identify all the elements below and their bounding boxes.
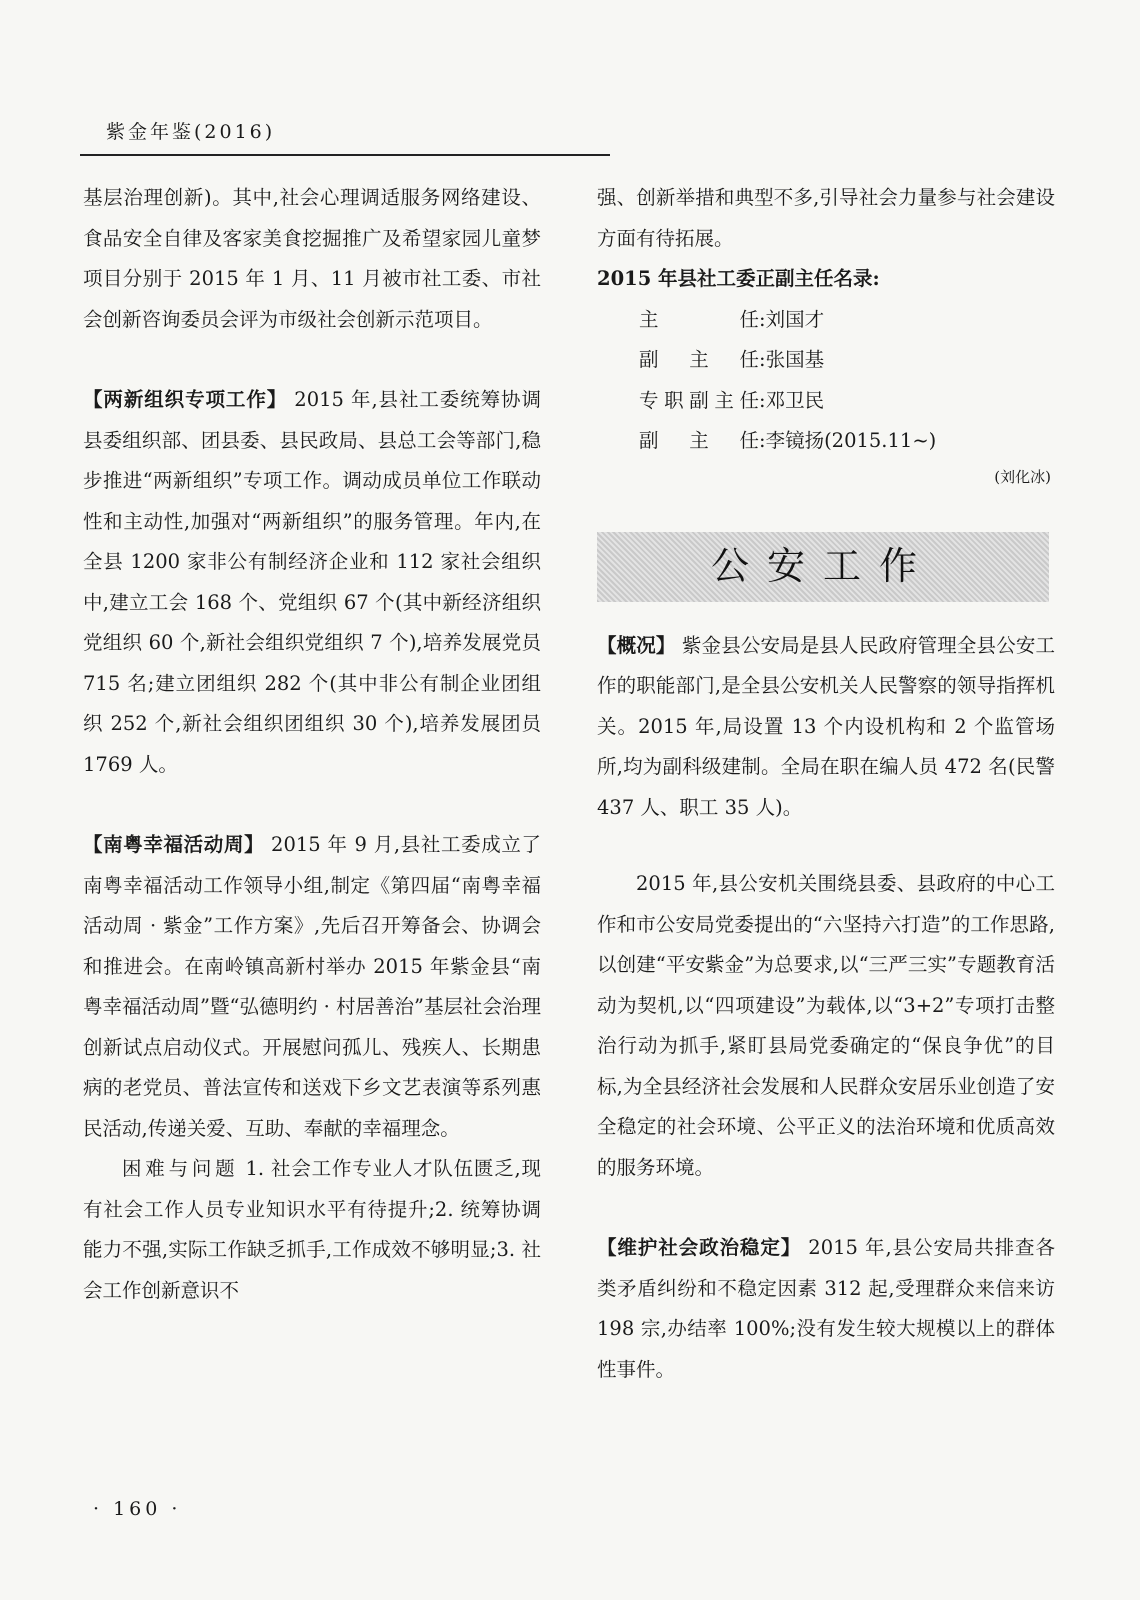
section-title: 【两新组织专项工作】 <box>83 388 288 411</box>
page-number: · 160 · <box>93 1498 182 1520</box>
roster-name: :李镜扬(2015.11~) <box>759 429 937 452</box>
roster-entry <box>597 421 1055 462</box>
roster-role: 专职副主任 <box>639 388 759 412</box>
left-column <box>83 178 541 1311</box>
section-body: 紫金县公安局是县人民政府管理全县公安工作的职能部门,是全县公安机关人民警察的领导指挥机关。2015 年,局设置 13 个内设机构和 2 个监管场所,均为副科级建制。全局在职在编人员 472 名(民警 437 人、职工 35 人)。 <box>597 633 1055 819</box>
roster-entry <box>597 381 1055 422</box>
section-two-new-organizations <box>83 380 541 785</box>
section-happiness-week <box>83 825 541 1149</box>
difficulties-label: 困难与问题 <box>122 1157 239 1180</box>
section-body: 2015 年,县社工委统筹协调县委组织部、团县委、县民政局、县总工会等部门,稳步推进“两新组织”专项工作。调动成员单位工作联动性和主动性,加强对“两新组织”的服务管理。年内,在全县 1200 家非公有制经济企业和 112 家社会组织中,建立工会 168 个、党组织 67 个(其中新经济组织党组织 60 个,新社会组织党组织 7 个),培养发展党员 715 名;建立团组织 282 个(其中非公有制企业团组织 252 个,新社会组织团组织 30 个),培养发展团员 1769 人。 <box>83 388 541 776</box>
roster-list <box>597 300 1055 462</box>
paragraph-community-innovation: 基层治理创新)。其中,社会心理调适服务网络建设、食品安全自律及客家美食挖掘推广及希望家园儿童梦项目分别于 2015 年 1 月、11 月被市社工委、市社会创新咨询委员会评为市级社会创新示范项目。 <box>83 186 541 331</box>
section-body: 2015 年,县公安局共排查各类矛盾纠纷和不稳定因素 312 起,受理群众来信来访 198 宗,办结率 100%;没有发生较大规模以上的群体性事件。 <box>597 1236 1055 1381</box>
right-column <box>597 178 1055 1390</box>
roster-entry <box>597 340 1055 381</box>
section-title: 【概况】 <box>597 633 676 657</box>
roster-name: :刘国才 <box>759 307 825 331</box>
section-overview <box>597 626 1055 829</box>
roster-title: 2015 年县社工委正副主任名录: <box>597 267 880 290</box>
difficulties-body: 1. 社会工作专业人才队伍匮乏,现有社会工作人员专业知识水平有待提升;2. 统筹协调能力不强,实际工作缺乏抓手,工作成效不够明显;3. 社会工作创新意识不 <box>83 1157 541 1302</box>
roster-role: 副主任 <box>639 429 759 452</box>
section-body: 2015 年 9 月,县社工委成立了南粤幸福活动工作领导小组,制定《第四届“南粤幸福活动周 · 紫金”工作方案》,先后召开筹备会、协调会和推进会。在南岭镇高新村举办 2015 年紫金县“南粤幸福活动周”暨“弘德明约 · 村居善治”基层社会治理创新试点启动仪式。开展慰问孤儿、残疾人、长期患病的老党员、普法宣传和送戏下乡文艺表演等系列惠民活动,传递关爱、互助、奉献的幸福理念。 <box>83 833 542 1140</box>
running-header: 紫金年鉴(2016) <box>106 121 276 143</box>
paragraph-difficulties <box>83 1149 541 1311</box>
section-title: 【南粤幸福活动周】 <box>83 833 265 856</box>
paragraph-police-2015: 2015 年,县公安机关围绕县委、县政府的中心工作和市公安局党委提出的“六坚持六打造”的工作思路,以创建“平安紫金”为总要求,以“三严三实”专题教育活动为契机,以“四项建设”为载体,以“3+2”专项打击整治行动为抓手,紧盯县局党委确定的“保良争优”的目标,为全县经济社会发展和人民群众安居乐业创造了安全稳定的社会环境、公平正义的法治环境和优质高效的服务环境。 <box>597 872 1055 1179</box>
roster-role: 主任 <box>639 307 759 331</box>
roster-entry <box>597 300 1055 341</box>
roster-name: :张国基 <box>759 348 825 371</box>
roster-name: :邓卫民 <box>759 388 825 412</box>
chapter-banner: 公安工作 <box>597 532 1049 602</box>
roster-role: 副主任 <box>639 348 759 371</box>
header-rule <box>80 154 610 156</box>
author-credit: (刘化冰) <box>994 467 1051 486</box>
section-stability <box>597 1228 1055 1390</box>
paragraph-continuation: 强、创新举措和典型不多,引导社会力量参与社会建设方面有待拓展。 <box>597 186 1055 250</box>
section-title: 【维护社会政治稳定】 <box>597 1236 802 1259</box>
